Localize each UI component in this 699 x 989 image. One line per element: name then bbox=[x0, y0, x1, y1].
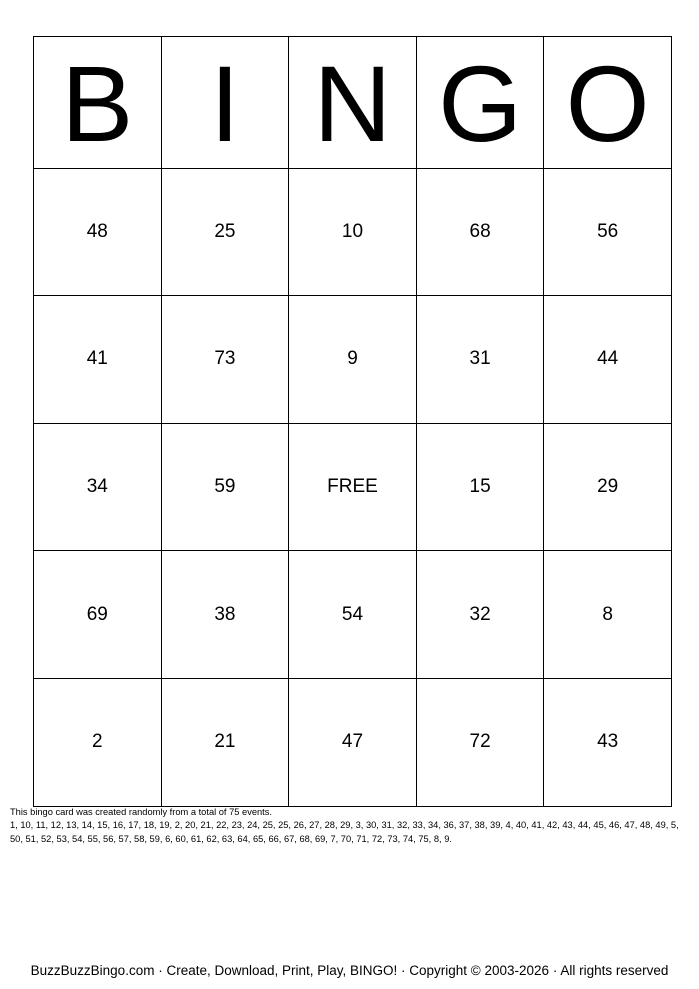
card-row bbox=[34, 423, 672, 551]
card-cell: 73 bbox=[161, 296, 289, 424]
card-cell: 41 bbox=[34, 296, 162, 424]
card-info bbox=[10, 806, 692, 846]
card-cell: 29 bbox=[544, 423, 672, 551]
card-cell: 31 bbox=[416, 296, 544, 424]
event-list: 1, 10, 11, 12, 13, 14, 15, 16, 17, 18, 19, 2, 20, 21, 22, 23, 24, 25, 25, 26, 27, 28, 29, 3, 30, 31, 32, 33, 34, 36, 37, 38, 39, 4, 40, 41, 42, 43, 44, 45, 46, 47, 48, 49, 5, 50, 51, 52, 53, 54, 55, 56, 57, 58, 59, 6, 60, 61, 62, 63, 64, 65, 66, 67, 68, 69, 7, 70, 71, 72, 73, 74, 75, 8, 9. bbox=[10, 820, 679, 844]
card-cell: 56 bbox=[544, 168, 672, 296]
header-letter-b: B bbox=[34, 37, 162, 169]
card-cell: 69 bbox=[34, 551, 162, 679]
card-cell: 9 bbox=[289, 296, 417, 424]
card-cell: 54 bbox=[289, 551, 417, 679]
card-cell: 48 bbox=[34, 168, 162, 296]
card-cell: 44 bbox=[544, 296, 672, 424]
card-cell: 2 bbox=[34, 678, 162, 806]
free-space-cell: FREE bbox=[289, 423, 417, 551]
card-cell: 15 bbox=[416, 423, 544, 551]
card-cell: 25 bbox=[161, 168, 289, 296]
card-row bbox=[34, 296, 672, 424]
card-cell: 59 bbox=[161, 423, 289, 551]
card-row bbox=[34, 168, 672, 296]
card-cell: 34 bbox=[34, 423, 162, 551]
bingo-card bbox=[33, 36, 672, 807]
header-letter-g: G bbox=[416, 37, 544, 169]
header-row bbox=[34, 37, 672, 169]
card-row bbox=[34, 551, 672, 679]
card-cell: 21 bbox=[161, 678, 289, 806]
card-cell: 43 bbox=[544, 678, 672, 806]
card-cell: 32 bbox=[416, 551, 544, 679]
header-letter-i: I bbox=[161, 37, 289, 169]
header-letter-o: O bbox=[544, 37, 672, 169]
card-cell: 8 bbox=[544, 551, 672, 679]
card-info-summary: This bingo card was created randomly from a total of 75 events. bbox=[10, 807, 272, 817]
card-cell: 47 bbox=[289, 678, 417, 806]
card-cell: 72 bbox=[416, 678, 544, 806]
card-cell: 10 bbox=[289, 168, 417, 296]
card-row bbox=[34, 678, 672, 806]
card-cell: 68 bbox=[416, 168, 544, 296]
header-letter-n: N bbox=[289, 37, 417, 169]
card-cell: 38 bbox=[161, 551, 289, 679]
footer-credit: BuzzBuzzBingo.com · Create, Download, Print, Play, BINGO! · Copyright © 2003-2026 · All rights reserved bbox=[30, 963, 669, 978]
